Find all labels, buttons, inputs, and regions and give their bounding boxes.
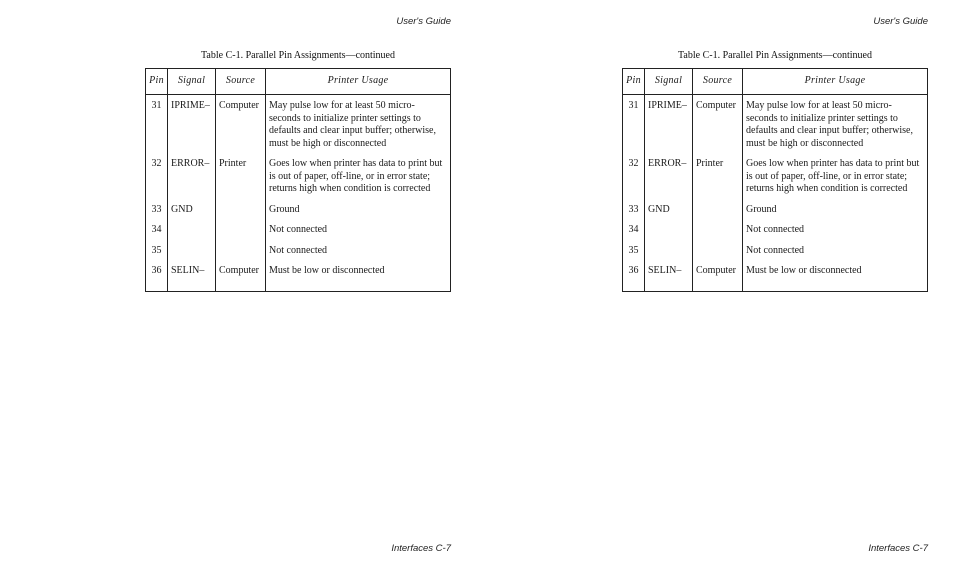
column-header-pin: Pin (623, 69, 645, 95)
running-footer: Interfaces C-7 (391, 543, 451, 554)
usage-line: is out of paper, off-line, or in error state; (746, 170, 908, 182)
table-header-row (623, 69, 928, 95)
usage-cell (266, 245, 451, 266)
usage-cell (266, 95, 451, 159)
usage-line: Not connected (269, 244, 328, 256)
pin-cell: 35 (623, 245, 645, 266)
source-cell (216, 204, 266, 225)
table-row (623, 158, 928, 204)
pin-cell: 36 (146, 265, 168, 291)
usage-cell (266, 265, 451, 291)
signal-cell: SELIN– (168, 265, 216, 291)
usage-line: Must be low or disconnected (269, 265, 385, 276)
pin-cell: 34 (623, 224, 645, 245)
running-footer: Interfaces C-7 (868, 543, 928, 554)
signal-cell: GND (645, 204, 693, 225)
pin-assignments-table (145, 68, 451, 292)
usage-cell (266, 158, 451, 204)
usage-line: returns high when condition is corrected (746, 183, 908, 194)
usage-line: returns high when condition is corrected (269, 183, 431, 194)
usage-cell (743, 95, 928, 159)
usage-line: Ground (746, 203, 777, 215)
column-header-source: Source (216, 69, 266, 95)
table-row (146, 204, 451, 225)
usage-cell (743, 265, 928, 291)
signal-cell: ERROR– (168, 158, 216, 204)
table-row (146, 224, 451, 245)
source-cell: Computer (216, 265, 266, 291)
table-caption: Table C-1. Parallel Pin Assignments—continued (201, 50, 395, 61)
usage-line: May pulse low for at least 50 micro- (746, 100, 892, 111)
pin-cell: 35 (146, 245, 168, 266)
pin-cell: 34 (146, 224, 168, 245)
pin-cell: 31 (623, 95, 645, 159)
pin-cell: 33 (623, 204, 645, 225)
signal-cell (645, 224, 693, 245)
source-cell: Computer (216, 95, 266, 159)
pin-cell: 32 (623, 158, 645, 204)
source-cell (693, 204, 743, 225)
source-cell (216, 245, 266, 266)
signal-cell: ERROR– (645, 158, 693, 204)
source-cell (693, 245, 743, 266)
table-row (146, 158, 451, 204)
table-row (146, 265, 451, 291)
table-caption: Table C-1. Parallel Pin Assignments—continued (678, 50, 872, 61)
page-right (477, 0, 954, 580)
table-row (623, 245, 928, 266)
table-row (623, 204, 928, 225)
table-row (623, 95, 928, 159)
usage-line: defaults and clear input buffer; otherwise, (746, 125, 913, 136)
usage-line: seconds to initialize printer settings to (746, 112, 898, 124)
usage-line: Not connected (746, 244, 805, 256)
column-header-usage: Printer Usage (266, 69, 451, 95)
source-cell (216, 224, 266, 245)
signal-cell: IPRIME– (645, 95, 693, 159)
usage-line: is out of paper, off-line, or in error state; (269, 170, 431, 182)
signal-cell (168, 245, 216, 266)
usage-cell (266, 224, 451, 245)
source-cell (693, 224, 743, 245)
pin-cell: 33 (146, 204, 168, 225)
signal-cell (645, 245, 693, 266)
column-header-signal: Signal (645, 69, 693, 95)
usage-cell (743, 158, 928, 204)
usage-line: Goes low when printer has data to print but (746, 158, 920, 169)
signal-cell: GND (168, 204, 216, 225)
pin-cell: 36 (623, 265, 645, 291)
running-header: User's Guide (873, 16, 928, 27)
running-header: User's Guide (396, 16, 451, 27)
usage-line: Not connected (269, 224, 328, 235)
pin-cell: 31 (146, 95, 168, 159)
signal-cell: IPRIME– (168, 95, 216, 159)
usage-line: must be high or disconnected (746, 137, 864, 149)
usage-line: seconds to initialize printer settings to (269, 112, 421, 124)
usage-line: must be high or disconnected (269, 137, 387, 149)
usage-line: Must be low or disconnected (746, 265, 862, 276)
usage-line: Not connected (746, 224, 805, 235)
table-row (146, 245, 451, 266)
column-header-pin: Pin (146, 69, 168, 95)
usage-line: defaults and clear input buffer; otherwise, (269, 125, 436, 136)
column-header-signal: Signal (168, 69, 216, 95)
source-cell: Printer (216, 158, 266, 204)
table-row (146, 95, 451, 159)
column-header-usage: Printer Usage (743, 69, 928, 95)
usage-cell (743, 245, 928, 266)
usage-line: Goes low when printer has data to print but (269, 158, 443, 169)
usage-line: May pulse low for at least 50 micro- (269, 100, 415, 111)
table-row (623, 224, 928, 245)
signal-cell (168, 224, 216, 245)
table-row (623, 265, 928, 291)
source-cell: Computer (693, 265, 743, 291)
column-header-source: Source (693, 69, 743, 95)
table-header-row (146, 69, 451, 95)
usage-cell (743, 204, 928, 225)
source-cell: Computer (693, 95, 743, 159)
pin-cell: 32 (146, 158, 168, 204)
source-cell: Printer (693, 158, 743, 204)
pin-assignments-table (622, 68, 928, 292)
signal-cell: SELIN– (645, 265, 693, 291)
usage-line: Ground (269, 203, 300, 215)
usage-cell (266, 204, 451, 225)
usage-cell (743, 224, 928, 245)
